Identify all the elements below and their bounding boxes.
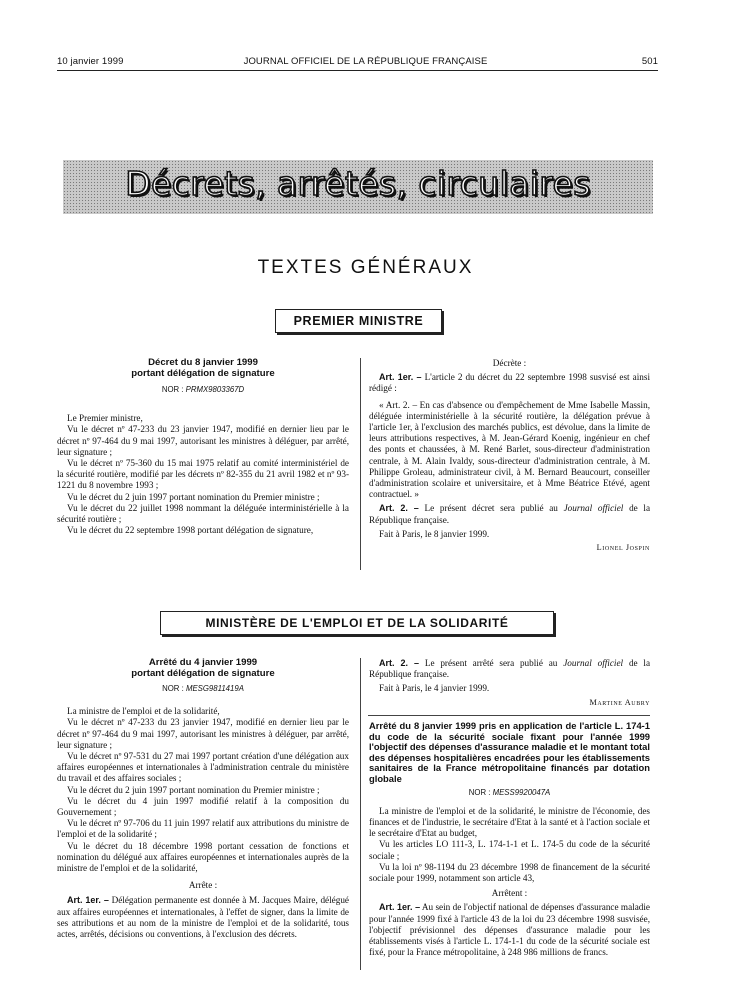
- arrete-visa: Vu le décret nº 47-233 du 23 janvier 1947, modifié en dernier lieu par le décret nº 97-464 du 9 mai 1997, autorisant les ministres à déléguer, par arrêté, leur signature ;: [57, 717, 349, 750]
- arrete-visa: Vu le décret nº 97-706 du 11 juin 1997 relatif aux attributions du ministre de l'emploi et de la solidarité ;: [57, 818, 349, 840]
- article-text: Délégation permanente est donnée à M. Jacques Maire, délégué aux affaires européennes et internationales, à l'effet de signer, dans la limite de ses attributions et au nom de la ministre de l'emploi et de la solidarité, tous actes, arrêtés, décisions ou conventions, à l'exclusion des décrets.: [57, 895, 350, 940]
- journal-officiel-ref: Journal officiel: [563, 658, 624, 668]
- rubric-banner: [63, 160, 653, 214]
- nor-label: NOR :: [468, 787, 491, 797]
- decret-nor: [57, 384, 349, 395]
- decret-quoted-article: « Art. 2. – En cas d'absence ou d'empêchement de Mme Isabelle Massin, déléguée interministérielle à la sécurité routière, la délégation prévue à l'article 1er, à l'exclusion des marchés publics, est dévolue, dans la limite de leurs attributions respectives, à M. Jean-Gérard Koenig, ingénieur en chef des ponts et chaussées, à M. René Barlet, sous-directeur d'administration centrale, à M. Alain Ivaldy, sous-directeur d'administration centrale, à M. Philippe Groleau, administrateur civil, à M. Bernard Beaucourt, conseiller d'administration scolaire et universitaire, et à Mme Béatrice Etévé, agent contractuel. »: [369, 399, 650, 500]
- arrete2-visa: Vu la loi nº 98-1194 du 23 décembre 1998 de financement de la sécurité sociale pour 1999, notamment son article 43,: [369, 861, 650, 883]
- decret-article-2: [369, 503, 650, 525]
- arrete-opening: La ministre de l'emploi et de la solidarité,: [67, 706, 220, 717]
- nor-label: NOR :: [161, 385, 184, 394]
- separator-rule: [368, 715, 650, 716]
- arrete2-nor: [369, 787, 650, 798]
- arrete2-block: [369, 721, 650, 958]
- decret-title-line2: portant délégation de signature: [131, 368, 275, 379]
- article-label: Art. 1er. –: [379, 372, 422, 383]
- arrete-nor: [57, 683, 349, 694]
- journal-officiel-ref: Journal officiel: [563, 503, 624, 514]
- arrete2-arretent: Arrêtent :: [491, 888, 528, 899]
- arrete-visa: Vu le décret du 18 décembre 1998 portant cessation de fonctions et nomination du délégué aux affaires européennes et internationales auprès de la ministre de l'emploi et de la solidarité,: [57, 840, 349, 874]
- arrete-column-left: [57, 657, 349, 940]
- decret-decrete: Décrète :: [492, 358, 527, 368]
- decret-signature: Lionel Jospin: [596, 543, 650, 553]
- arrete-article-1: [57, 895, 349, 940]
- arrete-visa: Vu le décret du 2 juin 1997 portant nomination du Premier ministre ;: [67, 784, 320, 795]
- decret-column-left: [57, 357, 349, 536]
- article-text: Au sein de l'objectif national de dépenses d'assurance maladie pour l'année 1999 fixé à l'article 43 de la loi du 23 décembre 1998 susvisée, l'objectif prévisionnel des dépenses d'assurance maladie pour les établissements visés à l'article L. 174-1-1 du code de la sécurité sociale est fixé, pour la France métropolitaine, à 248 986 millions de francs.: [369, 902, 650, 958]
- arrete-signature: Martine Aubry: [589, 697, 650, 707]
- page-number: 501: [641, 56, 658, 67]
- nor-code: MESS9920047A: [492, 787, 551, 797]
- article-label: Art. 2. –: [379, 658, 420, 668]
- arrete2-article-1: [369, 902, 650, 958]
- article-text: Le présent arrêté sera publié au: [424, 658, 558, 668]
- arrete-column-right: [369, 658, 650, 708]
- running-header-date: 10 janvier 1999: [57, 56, 124, 67]
- arrete-visa: Vu le décret du 4 juin 1997 modifié relatif à la composition du Gouvernement ;: [57, 795, 349, 818]
- nor-label: NOR :: [162, 684, 184, 693]
- nor-code: MESG9811419A: [185, 684, 244, 693]
- article-text: de la République française.: [369, 658, 651, 680]
- decret-opening: Le Premier ministre,: [67, 413, 143, 424]
- decret-visa: Vu le décret du 2 juin 1997 portant nomination du Premier ministre ;: [67, 491, 320, 502]
- decret-visa: Vu le décret nº 75-360 du 15 mai 1975 relatif au comité interministériel de la sécurité routière, modifié par les décrets nº 82-355 du 21 avril 1982 et nº 93-1221 du 8 novembre 1993 ;: [57, 458, 349, 491]
- nor-code: PRMX9803367D: [185, 385, 245, 394]
- rubric-banner-title: Décrets, arrêtés, circulaires: [125, 164, 591, 203]
- arrete-article-2: [369, 658, 650, 680]
- article-text: L'article 2 du décret du 22 septembre 1998 susvisé est ainsi rédigé :: [369, 372, 651, 394]
- decret-fait: Fait à Paris, le 8 janvier 1999.: [379, 528, 490, 539]
- article-text: de la République française.: [369, 503, 651, 525]
- section-title: TEXTES GÉNÉRAUX: [257, 257, 474, 278]
- header-rule: [57, 70, 658, 71]
- decret-title-line1: Décret du 8 janvier 1999: [148, 357, 258, 368]
- decret-article-1: [369, 372, 650, 394]
- running-header-journal: JOURNAL OFFICIEL DE LA RÉPUBLIQUE FRANÇAISE: [243, 56, 488, 67]
- decret-visa: Vu le décret du 22 septembre 1998 portant délégation de signature,: [67, 525, 314, 536]
- ministry-box-emploi-solidarite: MINISTÈRE DE L'EMPLOI ET DE LA SOLIDARITÉ: [160, 611, 554, 635]
- article-text: Le présent décret sera publié au: [424, 503, 558, 514]
- article-label: Art. 2. –: [379, 503, 419, 514]
- ministry-box-premier-ministre: PREMIER MINISTRE: [275, 309, 442, 333]
- decret-column-right: [369, 358, 650, 553]
- article-label: Art. 1er. –: [379, 902, 421, 913]
- arrete2-opening: La ministre de l'emploi et de la solidarité, le ministre de l'économie, des finances et de l'industrie, le secrétaire d'Etat à la santé et à l'action sociale et le secrétaire d'Etat au budget,: [369, 805, 650, 839]
- arrete-visa: Vu le décret nº 97-531 du 27 mai 1997 portant création d'une délégation aux affaires européennes et internationales à l'administration centrale du ministère du travail et des affaires sociales ;: [57, 751, 349, 784]
- arrete-fait: Fait à Paris, le 4 janvier 1999.: [379, 683, 490, 694]
- arrete2-visa: Vu les articles LO 111-3, L. 174-1-1 et L. 174-5 du code de la sécurité sociale ;: [369, 839, 650, 861]
- arrete-title-line1: Arrêté du 4 janvier 1999: [148, 657, 258, 668]
- arrete2-title: Arrêté du 8 janvier 1999 pris en application de l'article L. 174-1 du code de la sécurité sociale fixant pour l'année 1999 l'objectif des dépenses d'assurance maladie et le montant total des dépenses hospitalières encadrées pour les établissements sanitaires de la France métropolitaine financés par dotation globale: [369, 720, 650, 784]
- arrete-arrete: Arrête :: [188, 880, 218, 891]
- column-divider: [360, 658, 361, 970]
- arrete-title-line2: portant délégation de signature: [131, 668, 275, 679]
- decret-visa: Vu le décret du 22 juillet 1998 nommant la déléguée interministérielle à la sécurité routière ;: [57, 502, 349, 525]
- column-divider: [360, 358, 361, 570]
- article-label: Art. 1er. –: [67, 895, 109, 906]
- decret-visa: Vu le décret nº 47-233 du 23 janvier 1947, modifié en dernier lieu par le décret nº 97-464 du 9 mai 1997, autorisant les ministres à déléguer, par arrêté, leur signature ;: [57, 424, 349, 457]
